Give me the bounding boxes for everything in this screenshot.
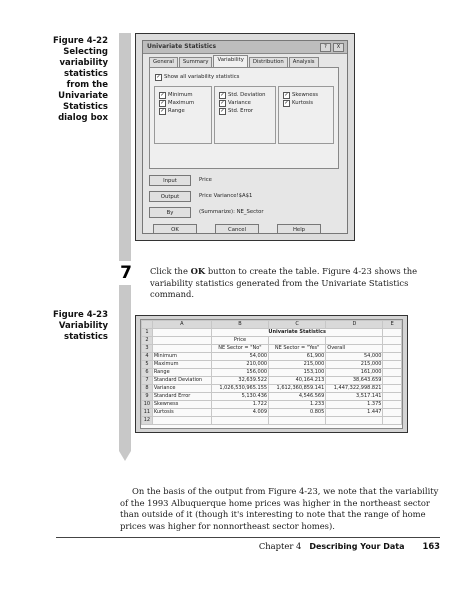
value-cell[interactable]: 161,000 [326,369,383,377]
checkbox-label: Kurtosis [292,100,314,106]
figure-caption-text: Variability statistics [58,321,108,342]
column-header[interactable]: E [383,321,402,329]
table-row [142,401,402,409]
price-label-cell[interactable]: Price [211,337,268,345]
checkbox-label: Range [168,108,185,114]
header-cell[interactable]: Overall [326,345,383,353]
cell[interactable] [383,385,402,393]
checkbox-label: Maximum [168,100,195,106]
checkbox-variance[interactable] [219,99,271,107]
checkbox-icon[interactable]: ✓ [284,91,289,98]
value-cell[interactable]: 1,447,322,998.821 [326,385,383,393]
figure-label: Figure 4-22 [52,36,108,46]
cell[interactable] [383,401,402,409]
figure-4-23-screenshot [135,315,408,433]
checkbox-label: Minimum [168,92,193,98]
value-cell[interactable]: 1.447 [326,409,383,417]
value-cell[interactable]: 1,612,360,859.141 [269,385,326,393]
value-cell[interactable]: 5,130.436 [211,393,268,401]
figure-label: Figure 4-23 [52,310,108,320]
dialog-titlebar [143,41,347,54]
value-cell[interactable]: 210,000 [211,361,268,369]
row-number[interactable]: 10 [142,401,153,409]
table-row [142,345,402,353]
value-cell[interactable]: 153,100 [269,369,326,377]
gutter-arrow-icon [119,451,131,461]
tab-general[interactable]: General [149,57,178,67]
row-number[interactable]: 11 [142,409,153,417]
step-text-before: Click the [150,266,191,276]
body-paragraph: On the basis of the output from Figure 4-23, we note that the variability of the 1993 Albuquerque home prices was higher in the northeast sector than outside of it (though it's interesting to note that the range of home prices was higher for nonnortheast sector homes). [120,486,439,531]
checkbox-std-deviation[interactable] [219,91,271,99]
shape-stats-group [278,86,334,144]
footer-chapter: Chapter 4 [258,541,302,551]
row-number[interactable]: 3 [142,345,153,353]
checkbox-label: Skewness [292,92,318,98]
value-cell[interactable]: 1.722 [211,401,268,409]
cell[interactable] [383,377,402,385]
value-cell[interactable]: 54,000 [211,353,268,361]
checkbox-kurtosis[interactable] [283,99,329,107]
checkbox-label: Variance [228,100,251,106]
checkbox-skewness[interactable] [283,91,329,99]
table-row [142,385,402,393]
row-label[interactable]: Maximum [152,361,211,369]
step-gutter-bar [119,33,131,451]
help-icon[interactable]: ? [320,43,331,52]
value-cell[interactable]: 1.375 [326,401,383,409]
value-cell[interactable]: 40,164.213 [269,377,326,385]
row-number[interactable]: 1 [142,329,153,337]
checkbox-label: Std. Deviation [228,92,266,98]
by-value[interactable]: (Summarize): NE_Sector [199,209,264,215]
row-number[interactable]: 8 [142,385,153,393]
cancel-button[interactable]: Cancel [215,224,259,234]
value-cell[interactable]: 1,026,530,965.155 [211,385,268,393]
univariate-statistics-dialog [142,40,348,234]
cell[interactable] [152,337,211,345]
value-cell[interactable]: 4.009 [211,409,268,417]
value-cell[interactable]: 156,000 [211,369,268,377]
value-cell[interactable]: 54,000 [326,353,383,361]
dispersion-stats-group [214,86,276,144]
table-row [142,417,402,425]
value-cell[interactable]: 215,000 [269,361,326,369]
step-number: 7 [120,263,132,283]
value-cell[interactable]: 4,546.569 [269,393,326,401]
dialog-title: Univariate Statistics [147,43,217,50]
dialog-fields [149,173,339,221]
row-number[interactable]: 12 [142,417,153,425]
cell[interactable] [269,417,326,425]
cell[interactable] [383,353,402,361]
row-label[interactable]: Range [152,369,211,377]
input-value[interactable]: Price [199,177,212,183]
checkbox-label: Std. Error [228,108,254,114]
checkbox-std-error[interactable] [219,107,271,115]
by-field-row [149,205,339,219]
value-cell[interactable]: 32,639.522 [211,377,268,385]
figure-4-22-screenshot [135,33,355,241]
row-label[interactable]: Variance [152,385,211,393]
ok-button[interactable]: OK [153,224,197,234]
footer-rule [56,537,440,538]
checkbox-icon[interactable]: ✓ [220,99,225,106]
table-row [142,329,402,337]
cell[interactable] [326,417,383,425]
figure-caption-text: Selecting variability statistics from the Univariate Statistics dialog box [58,47,108,123]
corner-cell[interactable] [142,321,153,329]
cell[interactable] [383,345,402,353]
row-label[interactable]: Minimum [152,353,211,361]
row-label[interactable]: Skewness [152,401,211,409]
column-header[interactable]: A [152,321,211,329]
tab-variability[interactable]: Variability [213,55,247,67]
checkbox-range[interactable] [159,107,207,115]
page-number: 163 [422,541,440,551]
row-number[interactable]: 9 [142,393,153,401]
show-all-label: Show all variability statistics [164,74,240,80]
column-header-row [142,321,402,329]
range-stats-group [154,86,212,144]
spreadsheet-grid [141,320,402,425]
cell[interactable] [383,329,402,337]
header-cell[interactable]: NE Sector = "Yes" [269,345,326,353]
value-cell[interactable]: 215,000 [326,361,383,369]
value-cell[interactable]: 38,643.659 [326,377,383,385]
table-row [142,409,402,417]
row-number[interactable]: 2 [142,337,153,345]
output-value[interactable]: Price Variance!$A$1 [199,193,253,199]
cell[interactable] [326,337,383,345]
row-label[interactable]: Kurtosis [152,409,211,417]
checkbox-icon[interactable]: ✓ [220,107,225,114]
value-cell[interactable]: 0.805 [269,409,326,417]
checkbox-icon[interactable]: ✓ [160,107,165,114]
table-row [142,377,402,385]
table-row [142,337,402,345]
column-header[interactable]: B [211,321,268,329]
sheet-title[interactable]: Univariate Statistics [211,329,383,337]
value-cell[interactable]: 1.233 [269,401,326,409]
row-label[interactable]: Standard Deviation [152,377,211,385]
cell[interactable] [269,337,326,345]
checkbox-icon[interactable]: ✓ [156,73,161,80]
variability-panel [149,67,339,169]
step-text-after: button to create the table. Figure 4-23 shows the variability statistics generated from the Univariate Statistics command. [150,266,418,299]
checkbox-minimum[interactable] [159,91,207,99]
input-field-row [149,173,339,187]
value-cell[interactable]: 61,900 [269,353,326,361]
row-label[interactable]: Standard Error [152,393,211,401]
cell[interactable] [383,393,402,401]
table-row [142,369,402,377]
output-button[interactable]: Output [149,191,191,202]
show-all-checkbox-row[interactable] [155,73,239,81]
cell[interactable] [211,417,268,425]
value-cell[interactable]: 3,517.141 [326,393,383,401]
table-row [142,361,402,369]
figure-4-22-caption [18,36,108,124]
row-number[interactable]: 4 [142,353,153,361]
row-number[interactable]: 5 [142,361,153,369]
dialog-footer [153,224,321,234]
cell[interactable] [383,369,402,377]
checkbox-icon[interactable]: ✓ [220,91,225,98]
checkbox-maximum[interactable] [159,99,207,107]
help-button[interactable]: Help [277,224,321,234]
by-button[interactable]: By [149,207,191,218]
cell[interactable] [152,417,211,425]
checkbox-icon[interactable]: ✓ [160,99,165,106]
step-7-text [150,266,442,301]
row-number[interactable]: 6 [142,369,153,377]
input-button[interactable]: Input [149,175,191,186]
cell[interactable] [152,329,211,337]
close-icon[interactable]: X [333,43,344,52]
header-cell[interactable]: NE Sector = "No" [211,345,268,353]
cell[interactable] [383,417,402,425]
row-number[interactable]: 7 [142,377,153,385]
table-row [142,353,402,361]
checkbox-icon[interactable]: ✓ [284,99,289,106]
page-footer [259,541,440,551]
column-header[interactable]: D [326,321,383,329]
step-text-bold: OK [190,266,206,276]
cell[interactable] [152,345,211,353]
output-field-row [149,189,339,203]
cell[interactable] [383,361,402,369]
tab-distribution[interactable]: Distribution [249,57,288,67]
table-row [142,393,402,401]
figure-4-23-caption [18,310,108,343]
column-header[interactable]: C [269,321,326,329]
spreadsheet [140,319,403,429]
checkbox-icon[interactable]: ✓ [160,91,165,98]
cell[interactable] [383,409,402,417]
footer-section: Describing Your Data [309,542,405,551]
tab-analysis[interactable]: Analysis [289,57,319,67]
cell[interactable] [383,337,402,345]
tab-summary[interactable]: Summary [179,57,213,67]
